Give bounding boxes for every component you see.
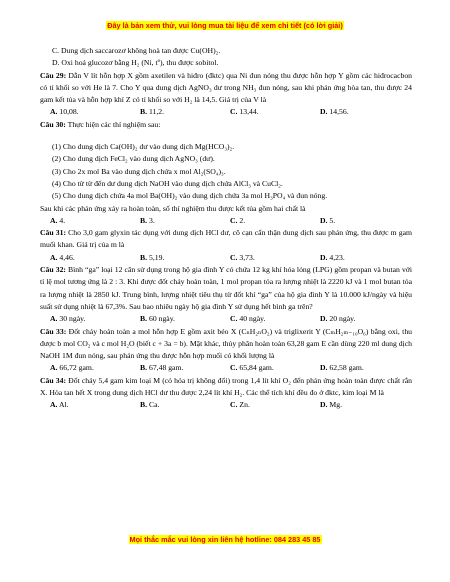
option-d: D. Mg. — [320, 400, 343, 410]
option-a: A. 66,72 gam. — [50, 363, 94, 373]
option-a: A. 4. — [50, 215, 66, 225]
options-row — [40, 399, 412, 411]
option-d: D. 5. — [320, 215, 336, 225]
preview-notice-banner — [0, 21, 450, 30]
question-30 — [40, 119, 412, 131]
options-row — [40, 106, 412, 118]
experiment-item: (4) Cho từ từ đến dư dung dịch NaOH vào dung dịch chứa AlCl₃ và CuCl₂. — [52, 178, 283, 188]
question-label: Câu 33: — [40, 326, 67, 336]
question-label: Câu 31: — [40, 228, 67, 238]
experiment-item: (2) Cho dung dịch FeCl₂ vào dung dịch AgNO₃ (dư). — [52, 154, 215, 164]
question-tail: Sau khi các phản ứng xảy ra hoàn toàn, số thí nghiệm thu được kết tủa gồm hai chất là — [40, 203, 306, 213]
pre-option-d: D. Oxi hoá glucozơ bằng H₂ (Ni, tº), thu được sobitol. — [52, 58, 219, 68]
option-d: D. 14,56. — [320, 107, 349, 117]
question-31 — [40, 227, 412, 252]
option-b: B. 5,19. — [140, 252, 165, 262]
experiment-item: (3) Cho 2x mol Ba vào dung dịch chứa x mol Al₂(SO₄)₃. — [52, 166, 226, 176]
options-row — [40, 252, 412, 264]
option-b: B. 67,48 gam. — [140, 363, 184, 373]
question-text: Dẫn V lít hỗn hợp X gồm axetilen và hiđro (đktc) qua Ni đun nóng thu được hỗn hợp Y gồm các hiđrocacbon có tỉ khối so với He là 7. Cho Y qua dung dịch AgNO₃ dư trong NH₃ đun nóng, sau khi phản ứng hòa tan, thu được 24 gam kết tủa và hỗn hợp khí Z có tỉ khối so với H₂ là 14,5. Giá trị của V là — [40, 70, 413, 105]
options-row — [40, 362, 412, 374]
question-label: Câu 32: — [40, 265, 66, 275]
options-row — [40, 313, 412, 325]
option-c: C. 40 ngày. — [230, 314, 266, 324]
question-label: Câu 30: — [40, 119, 66, 129]
question-text: Thực hiện các thí nghiệm sau: — [67, 119, 161, 129]
option-a: A. Al. — [50, 400, 69, 410]
option-a: A. 10,08. — [50, 107, 79, 117]
option-a: A. 4,46. — [50, 252, 75, 262]
question-32 — [40, 264, 412, 313]
question-text: Đốt cháy 5,4 gam kim loại M (có hóa trị không đổi) trong 1,4 lít khí O₂ đến phản ứng hoàn toàn được chất rắn X. Hòa tan hết X trong dung dịch HCl dư thu được 2,24 lít khí H₂. Các thể tích khí đều đo ở đktc, kim loại M là — [40, 375, 413, 398]
option-d: D. 62,58 gam. — [320, 363, 364, 373]
preview-notice-text: Đây là bản xem thử, vui lòng mua tài liệu để xem chi tiết (có lời giải) — [107, 21, 343, 30]
question-29 — [40, 70, 412, 107]
experiment-item: (5) Cho dung dịch chứa 4a mol Ba(OH)₂ vào dung dịch chứa 3a mol H₃PO₄ và đun nóng. — [52, 191, 328, 201]
option-a: A. 30 ngày. — [50, 314, 86, 324]
hotline-text: Mọi thắc mắc vui lòng xin liên hệ hotline: 084 283 45 85 — [129, 535, 321, 544]
option-b: B. Ca. — [140, 400, 160, 410]
hotline-banner — [0, 535, 450, 544]
option-d: D. 20 ngày. — [320, 314, 356, 324]
option-b: B. 11,2. — [140, 107, 165, 117]
option-c: C. 65,84 gam. — [230, 363, 274, 373]
option-b: B. 3. — [140, 215, 155, 225]
question-text: Đốt cháy hoàn toàn a mol hỗn hợp E gồm axit béo X (CₙH₂ₙO₂) và triglixerit Y (CₘH₂ₘ₋₁₀O₆) bằng oxi, thu được b mol CO₂ và c mol H₂O (biết c + 3a = b). Mặt khác, thủy phân hoàn toàn 63,28 gam E cần dùng 220 ml dung dịch NaOH 1M đun nóng, sau phản ứng thu được hỗn hợp muối có khối lượng là — [40, 326, 413, 361]
question-text: Bình “ga” loại 12 cân sử dụng trong hộ gia đình Y có chứa 12 kg khí hóa lỏng (LPG) gồm propan và butan với tỉ lệ mol tương ứng là 2 : 3. Khi được đốt cháy hoàn toàn, 1 mol propan tỏa ra lượng nhiệt là 2220 kJ và 1 mol butan tỏa ra lượng nhiệt là 2850 kJ. Trung bình, lượng nhiệt tiêu thụ từ đốt khí “ga” của hộ gia đình Y là 10.000 kJ/ngày và hiệu suất sử dụng nhiệt là 67,3%. Sau bao nhiêu ngày hộ gia đình Y sử dụng hết bình ga trên? — [40, 265, 412, 311]
option-c: C. Zn. — [230, 400, 250, 410]
question-33 — [40, 326, 412, 363]
option-b: B. 60 ngày. — [140, 314, 175, 324]
option-c: C. 3,73. — [230, 252, 255, 262]
question-label: Câu 29: — [40, 70, 67, 80]
document-body — [40, 45, 412, 412]
option-d: D. 4,23. — [320, 252, 345, 262]
question-label: Câu 34: — [40, 375, 67, 385]
option-c: C. 13,44. — [230, 107, 259, 117]
experiment-item: (1) Cho dung dịch Ca(OH)₂ dư vào dung dịch Mg(HCO₃)₂. — [52, 142, 235, 152]
question-text: Cho 3,0 gam glyxin tác dụng với dung dịch HCl dư, cô cạn cẩn thận dung dịch sau phản ứng, thu được m gam muối khan. Giá trị của m là — [40, 228, 412, 250]
question-34 — [40, 375, 412, 400]
option-c: C. 2. — [230, 215, 246, 225]
pre-option-c: C. Dung dịch saccarozơ không hoà tan được Cu(OH)₂. — [52, 46, 221, 55]
options-row — [40, 215, 412, 227]
